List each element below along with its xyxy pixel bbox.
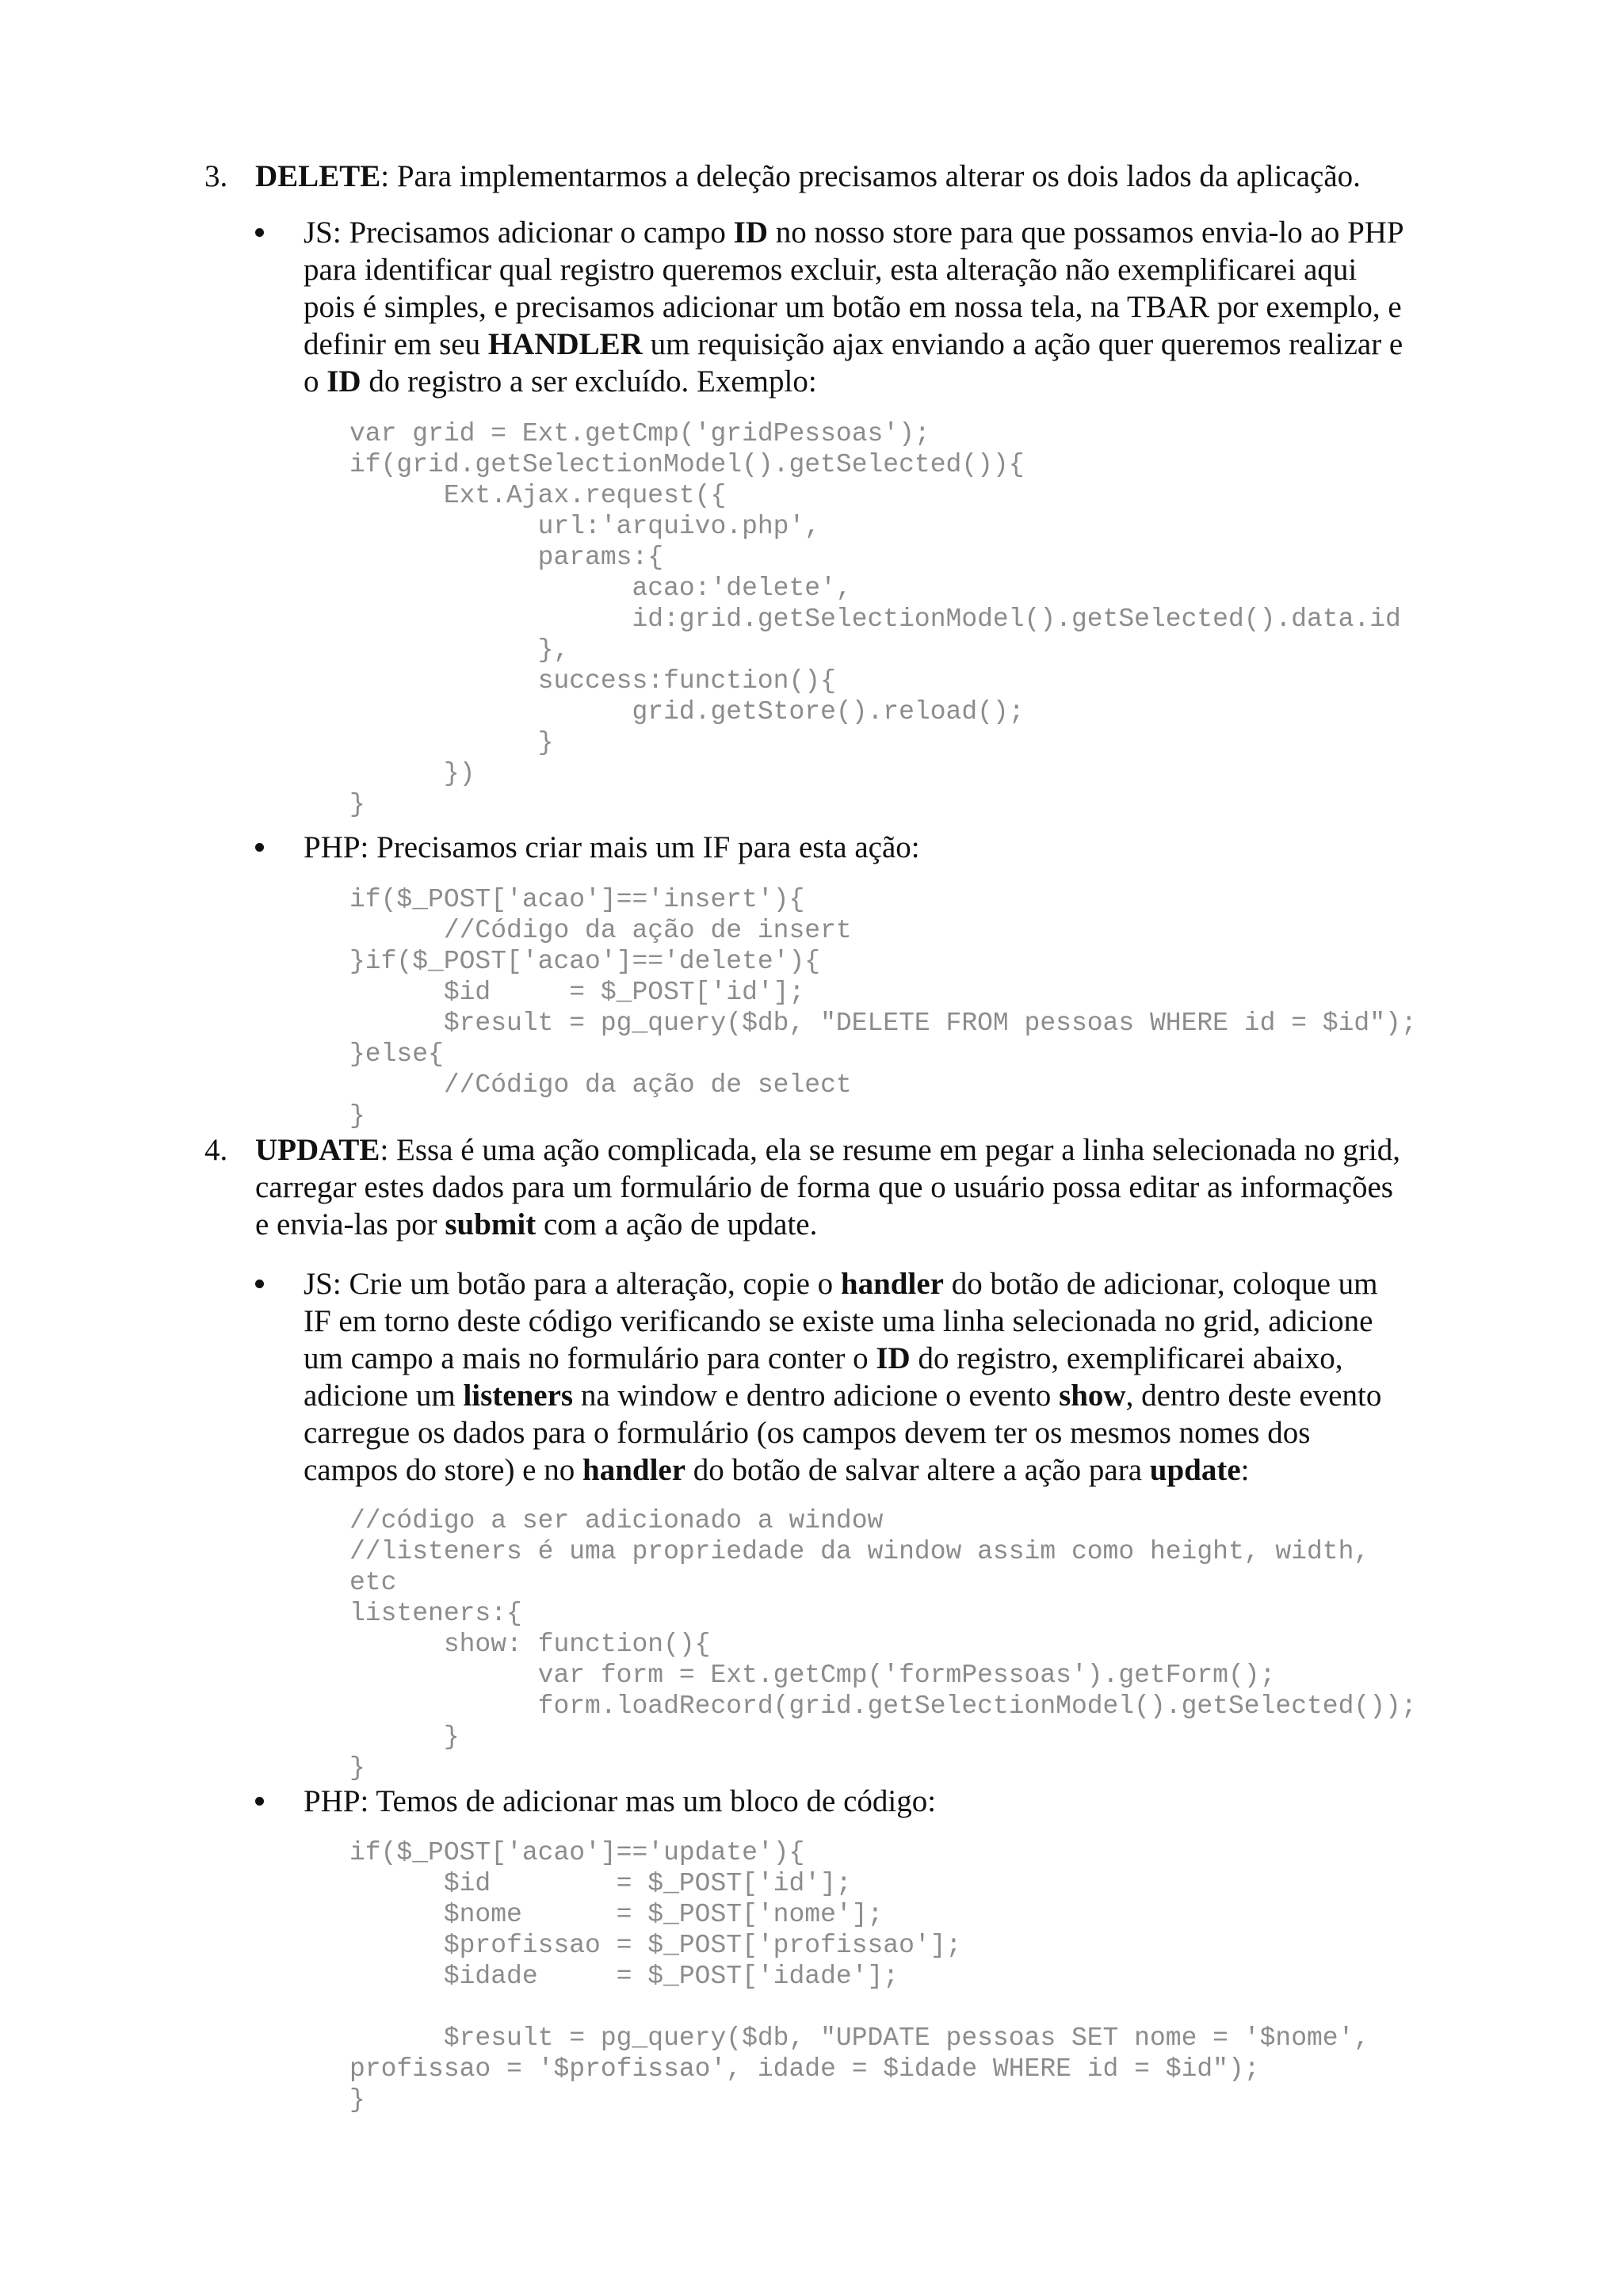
text-line: carregue os dados para o formulário (os campos devem ter os mesmos nomes dos <box>304 1416 1311 1450</box>
text-line: PHP: Precisamos criar mais um IF para esta ação: <box>304 830 920 864</box>
bullet-dot <box>255 1797 264 1806</box>
text-line: o ID do registro a ser excluído. Exemplo: <box>304 364 817 399</box>
bullet-dot <box>255 228 264 237</box>
text-line: pois é simples, e precisamos adicionar um botão em nossa tela, na TBAR por exemplo, e <box>304 290 1402 324</box>
bullet-dot <box>255 1280 264 1288</box>
text-line: um campo a mais no formulário para conter o ID do registro, exemplificarei abaixo, <box>304 1341 1343 1375</box>
delete-heading <box>255 158 1361 195</box>
bullet-dot <box>255 843 264 852</box>
update-heading <box>255 1131 1400 1243</box>
update-php-code-block: if($_POST['acao']=='update'){ $id = $_POST['id']; $nome = $_POST['nome']; $profissao = $_POST['profissao']; $idade = $_POST['idade']; $result = pg_query($db, "UPDATE pessoas SET nome = '$nome', profissao = '$profissao', idade = $idade WHERE id = $id"); } <box>349 1838 1370 2115</box>
text-line: para identificar qual registro queremos excluir, esta alteração não exemplificarei aqui <box>304 253 1358 287</box>
text-line: IF em torno deste código verificando se existe uma linha selecionada no grid, adicione <box>304 1304 1373 1338</box>
text-line: JS: Precisamos adicionar o campo ID no nosso store para que possamos envia-lo ao PHP <box>304 215 1404 250</box>
text-line: PHP: Temos de adicionar mas um bloco de código: <box>304 1784 937 1818</box>
delete-js-paragraph <box>304 214 1404 400</box>
text-line: adicione um listeners na window e dentro adicione o evento show, dentro deste evento <box>304 1379 1382 1413</box>
delete-js-code-block: var grid = Ext.getCmp('gridPessoas'); if(grid.getSelectionModel().getSelected()){ Ext.Ajax.request({ url:'arquivo.php', params:{ acao:'delete', id:grid.getSelectionModel().getSelected().data.id }, success:function(){ grid.getStore().reload(); } }) } <box>349 419 1401 819</box>
delete-php-code-block: if($_POST['acao']=='insert'){ //Código da ação de insert }if($_POST['acao']=='delete'){ $id = $_POST['id']; $result = pg_query($db, "DELETE FROM pessoas WHERE id = $id"); }else{ //Código da ação de select } <box>349 885 1417 1131</box>
text-line: e envia-las por submit com a ação de update. <box>255 1207 818 1241</box>
list-number-4: 4. <box>204 1133 228 1167</box>
delete-php-paragraph <box>304 829 920 866</box>
delete-intro: : Para implementarmos a deleção precisamos alterar os dois lados da aplicação. <box>380 159 1361 193</box>
update-php-paragraph <box>304 1783 936 1820</box>
update-js-code-block: //código a ser adicionado a window //listeners é uma propriedade da window assim como height, width, etc listeners:{ show: function(){ var form = Ext.getCmp('formPessoas').getForm(); form.loadRecord(grid.getSelectionModel().getSelected()); } } <box>349 1506 1417 1783</box>
text-line: JS: Crie um botão para a alteração, copie o handler do botão de adicionar, coloque um <box>304 1267 1378 1301</box>
text-line: carregar estes dados para um formulário de forma que o usuário possa editar as informações <box>255 1170 1393 1204</box>
list-number-3: 3. <box>204 159 228 193</box>
update-js-paragraph <box>304 1265 1381 1489</box>
text-line: definir em seu HANDLER um requisição ajax enviando a ação quer queremos realizar e <box>304 327 1403 361</box>
text-line: campos do store) e no handler do botão de salvar altere a ação para update: <box>304 1453 1250 1487</box>
text-line: UPDATE: Essa é uma ação complicada, ela se resume em pegar a linha selecionada no grid, <box>255 1133 1400 1167</box>
update-keyword: UPDATE <box>255 1133 380 1167</box>
delete-keyword: DELETE <box>255 159 381 193</box>
